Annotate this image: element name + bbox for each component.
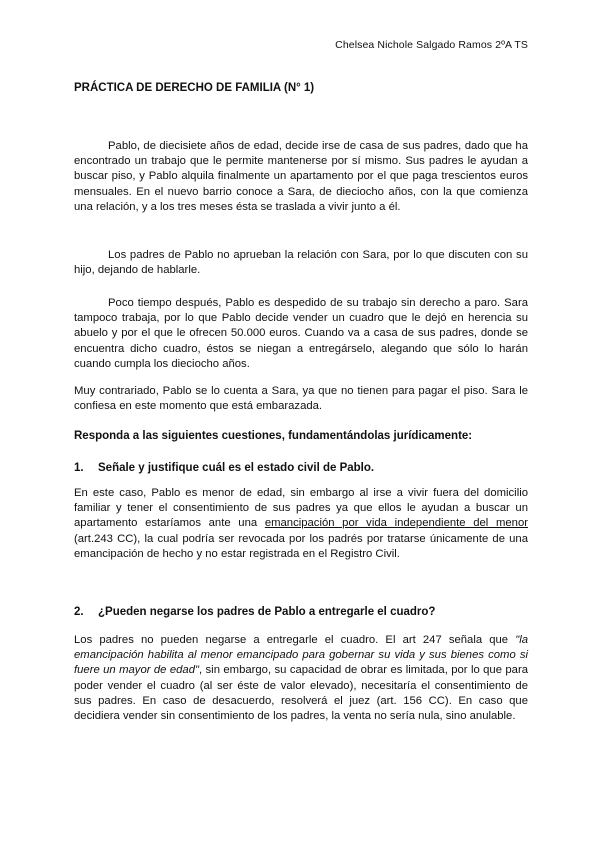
answer-text-part: (art.243 CC), la cual podría ser revocada por los padrés por tratarse únicamente de una emancipación de hecho y no estar registrada en el Registro Civil. <box>74 532 528 560</box>
question-1-heading <box>74 462 374 474</box>
paragraph-text: Poco tiempo después, Pablo es despedido de su trabajo sin derecho a paro. Sara tampoco trabaja, por lo que Pablo decide vender un cuadro que le dejó en herencia su abuelo y por el que le ofrecen 50.000 euros. Cuando va a casa de sus padres, donde se encuentra dicho cuadro, éstos se niegan a entregárselo, alegando que sólo lo harán cuando cumpla los dieciocho años. <box>74 297 528 370</box>
answer-text <box>74 633 528 724</box>
answer-text-part: Los padres no pueden negarse a entregarle el cuadro. El art 247 señala que <box>74 634 516 646</box>
page-title: PRÁCTICA DE DERECHO DE FAMILIA (N° 1) <box>74 82 315 94</box>
answer-text <box>74 486 528 562</box>
question-number: 2. <box>74 606 84 618</box>
page-header-author: Chelsea Nichole Salgado Ramos 2ºA TS <box>335 39 528 51</box>
paragraph-text: Pablo, de diecisiete años de edad, decide irse de casa de sus padres, dado que ha encontrado un trabajo que le permite mantenerse por sí mismo. Sus padres le ayudan a buscar piso, y Pablo alquila finalmente un apartamento por el que paga trescientos euros mensuales. En el nuevo barrio conoce a Sara, de dieciocho años, con la que comienza una relación, y a los tres meses ésta se traslada a vivir junto a él. <box>74 140 528 213</box>
question-2-heading <box>74 606 435 618</box>
underlined-term: emancipación por vida independiente del menor <box>264 517 528 530</box>
answer-text-part: , sin embargo, su capacidad de obrar es limitada, por lo que para poder vender el cuadro (al ser éste de valor elevado), necesitaría el consentimiento de sus padres. En caso de desacuerdo, resolverá el juez (art. 156 CC). En caso que decidiera vender sin consentimiento de los padres, la venta no sería nula, sino anulable. <box>74 664 528 723</box>
paragraph-3 <box>74 296 528 372</box>
answer-2 <box>74 633 528 724</box>
answer-1 <box>74 486 528 562</box>
paragraph-2 <box>74 248 528 278</box>
quoted-article: "la emancipación habilita al menor emancipado para gobernar su vida y sus bienes como si fuere un mayor de edad" <box>74 634 528 677</box>
question-text: ¿Pueden negarse los padres de Pablo a entregarle el cuadro? <box>98 606 436 618</box>
questions-intro: Responda a las siguientes cuestiones, fundamentándolas jurídicamente: <box>74 430 473 442</box>
paragraph-text: Los padres de Pablo no aprueban la relación con Sara, por lo que discuten con su hijo, dejando de hablarle. <box>74 249 528 277</box>
question-number: 1. <box>74 462 84 474</box>
paragraph-1 <box>74 139 528 215</box>
paragraph-4 <box>74 384 528 414</box>
paragraph-text: Muy contrariado, Pablo se lo cuenta a Sara, ya que no tienen para pagar el piso. Sara le confiesa en este momento que está embarazada. <box>74 385 528 413</box>
answer-text-part: En este caso, Pablo es menor de edad, sin embargo al irse a vivir fuera del domicilio familiar y tener el consentimiento de sus padres ya que ellos le ayudan a buscar un apartamento estaríamos ante una <box>74 487 528 530</box>
question-text: Señale y justifique cuál es el estado civil de Pablo. <box>98 462 375 474</box>
